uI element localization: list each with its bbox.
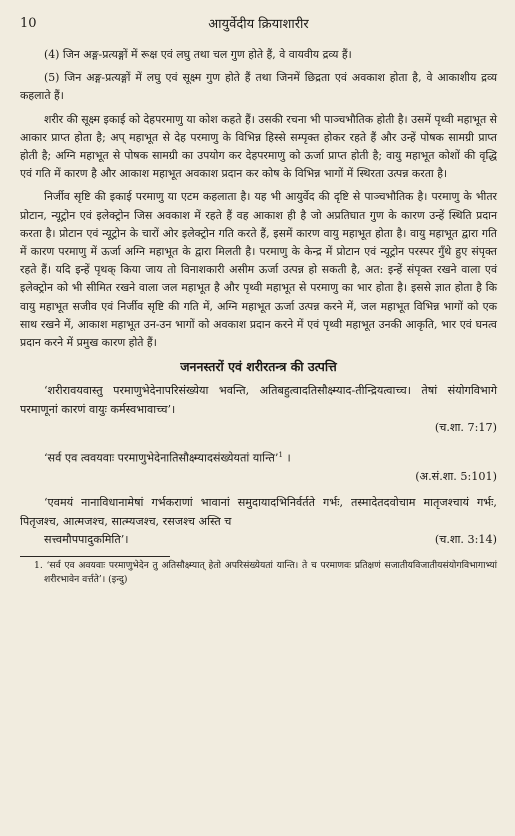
quote-3-citation: (च.शा. 3:14) xyxy=(434,533,497,547)
paragraph-body-atom: निर्जीव सृष्टि की इकाई परमाणु या एटम कहलाता है। यह भी आयुर्वेद की दृष्टि से पाञ्चभौतिक है। परमाणु के भीतर प्रोटान, न्यूट्रोन एवं इलेक्ट्रोन जिस अवकाश में रहते हैं वह आकाश ही है जो अप्रतिघात गुण के कारण उन्हें स्थिति प्रदान करता है। प्रोटान एवं न्यूट्रोन के चारों ओर इलेक्ट्रोन गति करते हैं, इसमें कारण वायु महाभूत होता है। वायु महाभूत द्वारा गति में कारण परमाणु में ऊर्जा अग्नि महाभूत के द्वारा मिलती है। परमाणु के केन्द्र में प्रोटान एवं न्यूट्रोन परस्पर गुँथे हुए संपृक्त रहते हैं। यदि इन्हें पृथक् किया जाय तो विनाशकारी असीम ऊर्जा उत्पन्न हो सकती है, अत: इन्हें संपृक्त रखने वाला एवं इलेक्ट्रोन को भी सीमित रखने वाला जल महाभूत है और पृथ्वी महाभूत से परमाणु का भार होता है। इससे ज्ञात होता है कि वायु महाभूत सजीव एवं निर्जीव सृष्टि की गति में, अग्नि महाभूत ऊर्जा उत्पन्न करने में, जल महाभूत विभिन्न भागों को एक साथ रखने में, आकाश महाभूत उन-उन भागों को अवकाश प्रदान करने में एवं पृथ्वी महाभूत उनकी आकृति, भार एवं घनत्व प्रदान करने में प्रमुख कारण होते हैं। xyxy=(20,190,497,350)
page-header xyxy=(20,12,497,34)
quote-3-last-line xyxy=(20,531,497,550)
section-heading: जननस्तरों एवं शरीरतन्त्र की उत्पत्ति xyxy=(180,359,337,375)
running-title: आयुर्वेदीय क्रियाशारीर xyxy=(208,17,309,32)
quote-2-end: । xyxy=(286,451,291,465)
quote-2-text: ‘सर्व एव त्ववयवाः परमाणुभेदेनातिसौक्ष्म्यादसंख्येयतां यान्ति’ xyxy=(44,451,279,465)
paragraph-5: (5) जिन अङ्ग-प्रत्यङ्गों में लघु एवं सूक्ष्म गुण होते हैं तथा जिनमें छिद्रता एवं अवकाश होता है, वे आकाशीय द्रव्य कहलाते हैं। xyxy=(20,71,497,103)
quote-3: ‘एवमयं नानाविधानामेषां गर्भकराणां भावानां समुदायादभिनिर्वर्तते गर्भः, तस्मादेतदवोचाम मातृजश्चायं गर्भः, पितृजश्च, आत्मजश्च, सात्म्यजश्च, रसजश्च अस्ति च xyxy=(20,496,497,528)
quote-1-citation: (च.शा. 7:17) xyxy=(434,421,497,435)
quote-1: ‘शरीरावयवास्तु परमाणुभेदेनापरिसंख्येया भवन्ति, अतिबहुत्वादतिसौक्ष्म्याद-तीन्द्रियत्वाच्च। तेषां संयोगविभागे परमाणूनां कारणं वायुः कर्मस्वभावाच्च’। xyxy=(20,384,497,416)
paragraph-4: (4) जिन अङ्ग-प्रत्यङ्गों में रूक्ष एवं लघु तथा चल गुण होते हैं, वे वायवीय द्रव्य हैं। xyxy=(44,48,352,61)
paragraph-body-cell: शरीर की सूक्ष्म इकाई को देहपरमाणु या कोश कहते हैं। उसकी रचना भी पाञ्चभौतिक होती है। उसमें पृथ्वी महाभूत से आकार प्राप्त होता है; अप् महाभूत से देह परमाणु के विभिन्न हिस्से सम्पृक्त होकर रहते हैं और उन्हें पोषक सामग्री प्राप्त होती है; अग्नि महाभूत से पोषक सामग्री का उपयोग कर देहपरमाणु को ऊर्जा प्राप्त होती है; वायु महाभूत कोशों की वृद्धि एवं गति में कारण है और आकाश महाभूत अवकाश प्रदान कर कोष के विभिन्न भागों में स्थिरता उत्पन्न करता है। xyxy=(20,112,497,181)
quote-2-citation: (अ.सं.शा. 5:101) xyxy=(415,469,497,483)
footnote-divider xyxy=(20,556,170,557)
quote-2 xyxy=(20,446,497,468)
page-number: 10 xyxy=(20,15,37,31)
quote-3-tail: सत्त्वमौपपादुकमिति’। xyxy=(44,533,129,547)
footnote-marker: 1 xyxy=(278,450,283,459)
footnote: 1. ‘सर्व एव अवयवाः परमाणुभेदेन तु अतिसौक्ष्म्यात् हेतो अपरिसंख्येयतां यान्ति। ते च परमाणवः प्रतिक्षणं सजातीयविजातीयसंयोगविभागाभ्यां शरीरभावेन वर्त्तते’। (इन्दु) xyxy=(34,559,497,585)
